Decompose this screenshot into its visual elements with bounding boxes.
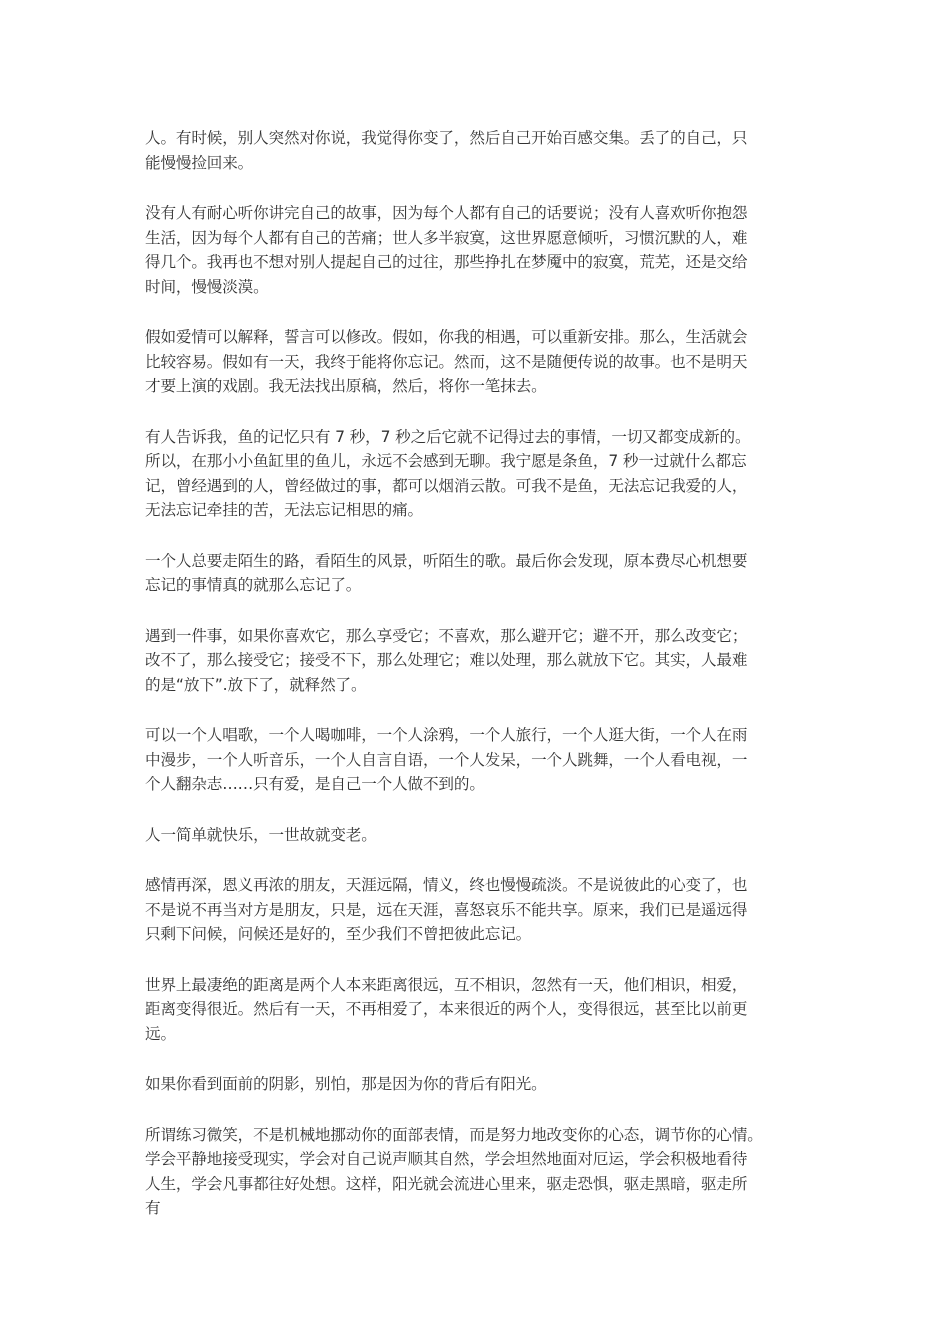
paragraph — [145, 1072, 810, 1097]
text-line: 生活，因为每个人都有自己的苦痛；世人多半寂寞，这世界愿意倾听，习惯沉默的人，难 — [145, 228, 748, 247]
text-line: 中漫步，一个人听音乐，一个人自言自语，一个人发呆，一个人跳舞，一个人看电视，一 — [145, 750, 748, 769]
text-line: 无法忘记牵挂的苦，无法忘记相思的痛。 — [145, 501, 423, 519]
paragraph — [145, 723, 810, 797]
paragraph — [145, 126, 810, 175]
text-line: 所谓练习微笑，不是机械地挪动你的面部表情，而是努力地改变你的心态，调节你的心情。 — [145, 1125, 763, 1144]
text-line: 比较容易。假如有一天，我终于能将你忘记。然而，这不是随便传说的故事。也不是明天 — [145, 352, 748, 371]
text-line: 感情再深，恩义再浓的朋友，天涯远隔，情义，终也慢慢疏淡。不是说彼此的心变了，也 — [145, 876, 748, 894]
paragraph — [145, 873, 810, 947]
text-line: 一个人总要走陌生的路，看陌生的风景，听陌生的歌。最后你会发现，原本费尽心机想要 — [145, 551, 748, 570]
text-line: 的是“放下”.放下了，就释然了。 — [145, 675, 367, 694]
paragraph — [145, 325, 810, 399]
paragraph — [145, 624, 810, 698]
text-line: 遇到一件事，如果你喜欢它，那么享受它；不喜欢，那么避开它；避不开，那么改变它； — [145, 626, 748, 645]
text-line: 没有人有耐心听你讲完自己的故事，因为每个人都有自己的话要说；没有人喜欢听你抱怨 — [145, 204, 748, 222]
text-line: 忘记的事情真的就那么忘记了。 — [145, 576, 362, 594]
text-line: 能慢慢捡回来。 — [145, 153, 254, 172]
text-line: 可以一个人唱歌，一个人喝咖啡，一个人涂鸦，一个人旅行，一个人逛大街，一个人在雨 — [145, 726, 748, 744]
text-line: 不是说不再当对方是朋友，只是，远在天涯，喜怒哀乐不能共享。原来，我们已是遥远得 — [145, 900, 748, 919]
text-line: 个人翻杂志……只有爱，是自己一个人做不到的。 — [145, 775, 485, 793]
text-line: 有 — [145, 1199, 161, 1217]
text-line: 人一简单就快乐，一世故就变老。 — [145, 825, 377, 844]
text-line: 距离变得很近。然后有一天，不再相爱了，本来很近的两个人，变得很远，甚至比以前更 — [145, 1000, 748, 1018]
paragraph — [145, 1123, 810, 1221]
text-line: 只剩下问候，问候还是好的，至少我们不曾把彼此忘记。 — [145, 925, 532, 943]
text-line: 所以，在那小小鱼缸里的鱼儿，永远不会感到无聊。我宁愿是条鱼，7 秒一过就什么都忘 — [145, 452, 747, 470]
document-body — [145, 126, 810, 1247]
text-line: 记，曾经遇到的人，曾经做过的事，都可以烟消云散。可我不是鱼，无法忘记我爱的人， — [145, 476, 748, 495]
paragraph — [145, 201, 810, 299]
paragraph — [145, 549, 810, 598]
text-line: 学会平静地接受现实，学会对自己说声顺其自然，学会坦然地面对厄运，学会积极地看待 — [145, 1150, 748, 1168]
text-line: 人生，学会凡事都往好处想。这样，阳光就会流进心里来，驱走恐惧，驱走黑暗，驱走所 — [145, 1174, 748, 1193]
text-line: 世界上最凄绝的距离是两个人本来距离很远，互不相识，忽然有一天，他们相识，相爱， — [145, 975, 748, 994]
paragraph — [145, 425, 810, 523]
paragraph — [145, 973, 810, 1047]
text-line: 得几个。我再也不想对别人提起自己的过往，那些挣扎在梦魇中的寂寞，荒芜，还是交给 — [145, 253, 748, 271]
text-line: 改不了，那么接受它；接受不下，那么处理它；难以处理，那么就放下它。其实，人最难 — [145, 651, 748, 669]
text-line: 有人告诉我，鱼的记忆只有 7 秒，7 秒之后它就不记得过去的事情，一切又都变成新的。 — [145, 427, 751, 446]
text-line: 远。 — [145, 1024, 176, 1043]
text-line: 时间，慢慢淡漠。 — [145, 277, 269, 296]
text-line: 人。有时候，别人突然对你说，我觉得你变了，然后自己开始百感交集。丢了的自己，只 — [145, 129, 748, 147]
text-line: 假如爱情可以解释，誓言可以修改。假如，你我的相遇，可以重新安排。那么，生活就会 — [145, 328, 748, 346]
paragraph — [145, 823, 810, 848]
text-line: 如果你看到面前的阴影，别怕，那是因为你的背后有阳光。 — [145, 1075, 547, 1093]
text-line: 才要上演的戏剧。我无法找出原稿，然后，将你一笔抹去。 — [145, 377, 547, 395]
